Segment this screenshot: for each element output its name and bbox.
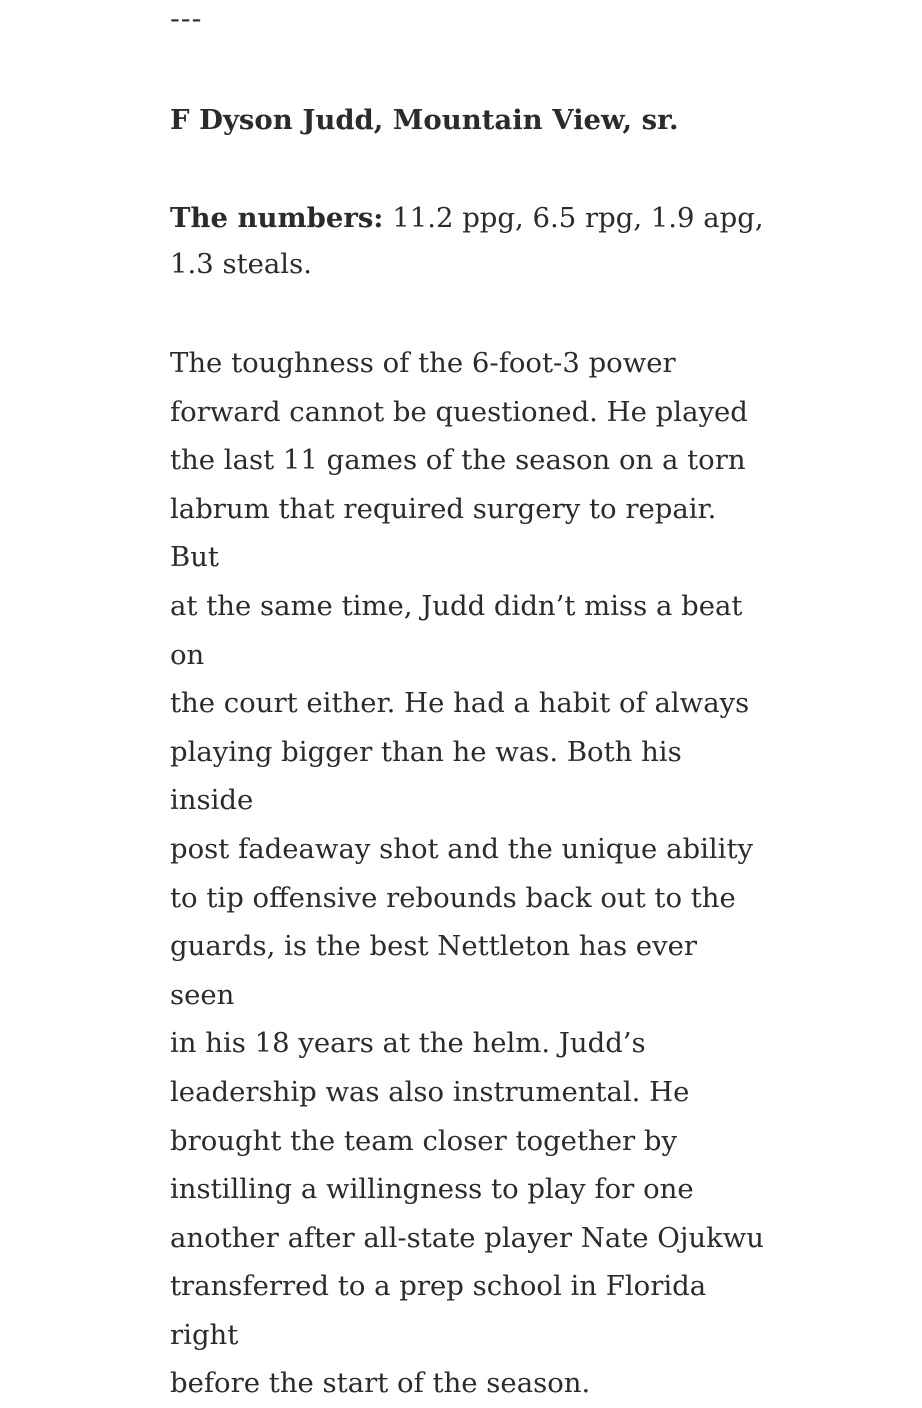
description-line: to tip offensive rebounds back out to the xyxy=(170,881,736,914)
description-line: another after all-state player Nate Ojukwu xyxy=(170,1221,764,1254)
stats-values-line2: 1.3 steals. xyxy=(170,248,312,280)
description-line: transferred to a prep school in Florida right xyxy=(170,1270,707,1351)
description-line: the court either. He had a habit of always xyxy=(170,687,750,720)
description-line: guards, is the best Nettleton has ever seen xyxy=(170,930,698,1011)
stats-label: The numbers: xyxy=(170,202,384,234)
description-line: post fadeaway shot and the unique ability xyxy=(170,832,754,865)
description-line: brought the team closer together by xyxy=(170,1124,678,1157)
description-line: the last 11 games of the season on a torn xyxy=(170,444,746,477)
description-line: playing bigger than he was. Both his inside xyxy=(170,735,682,817)
section-divider: --- xyxy=(170,1,203,35)
player-description xyxy=(170,339,770,1408)
description-line: at the same time, Judd didn’t miss a beat on xyxy=(170,589,743,671)
player-stats xyxy=(170,195,770,287)
description-line: forward cannot be questioned. He played xyxy=(170,395,748,428)
description-line: in his 18 years at the helm. Judd’s xyxy=(170,1027,646,1060)
description-line: labrum that required surgery to repair. But xyxy=(170,492,717,574)
stats-values-line1: 11.2 ppg, 6.5 rpg, 1.9 apg, xyxy=(392,202,764,234)
player-heading: F Dyson Judd, Mountain View, sr. xyxy=(170,104,679,136)
description-line: instilling a willingness to play for one xyxy=(170,1173,694,1206)
description-line: before the start of the season. xyxy=(170,1367,591,1400)
description-line: The toughness of the 6-foot-3 power xyxy=(170,347,676,379)
description-line: leadership was also instrumental. He xyxy=(170,1075,690,1108)
